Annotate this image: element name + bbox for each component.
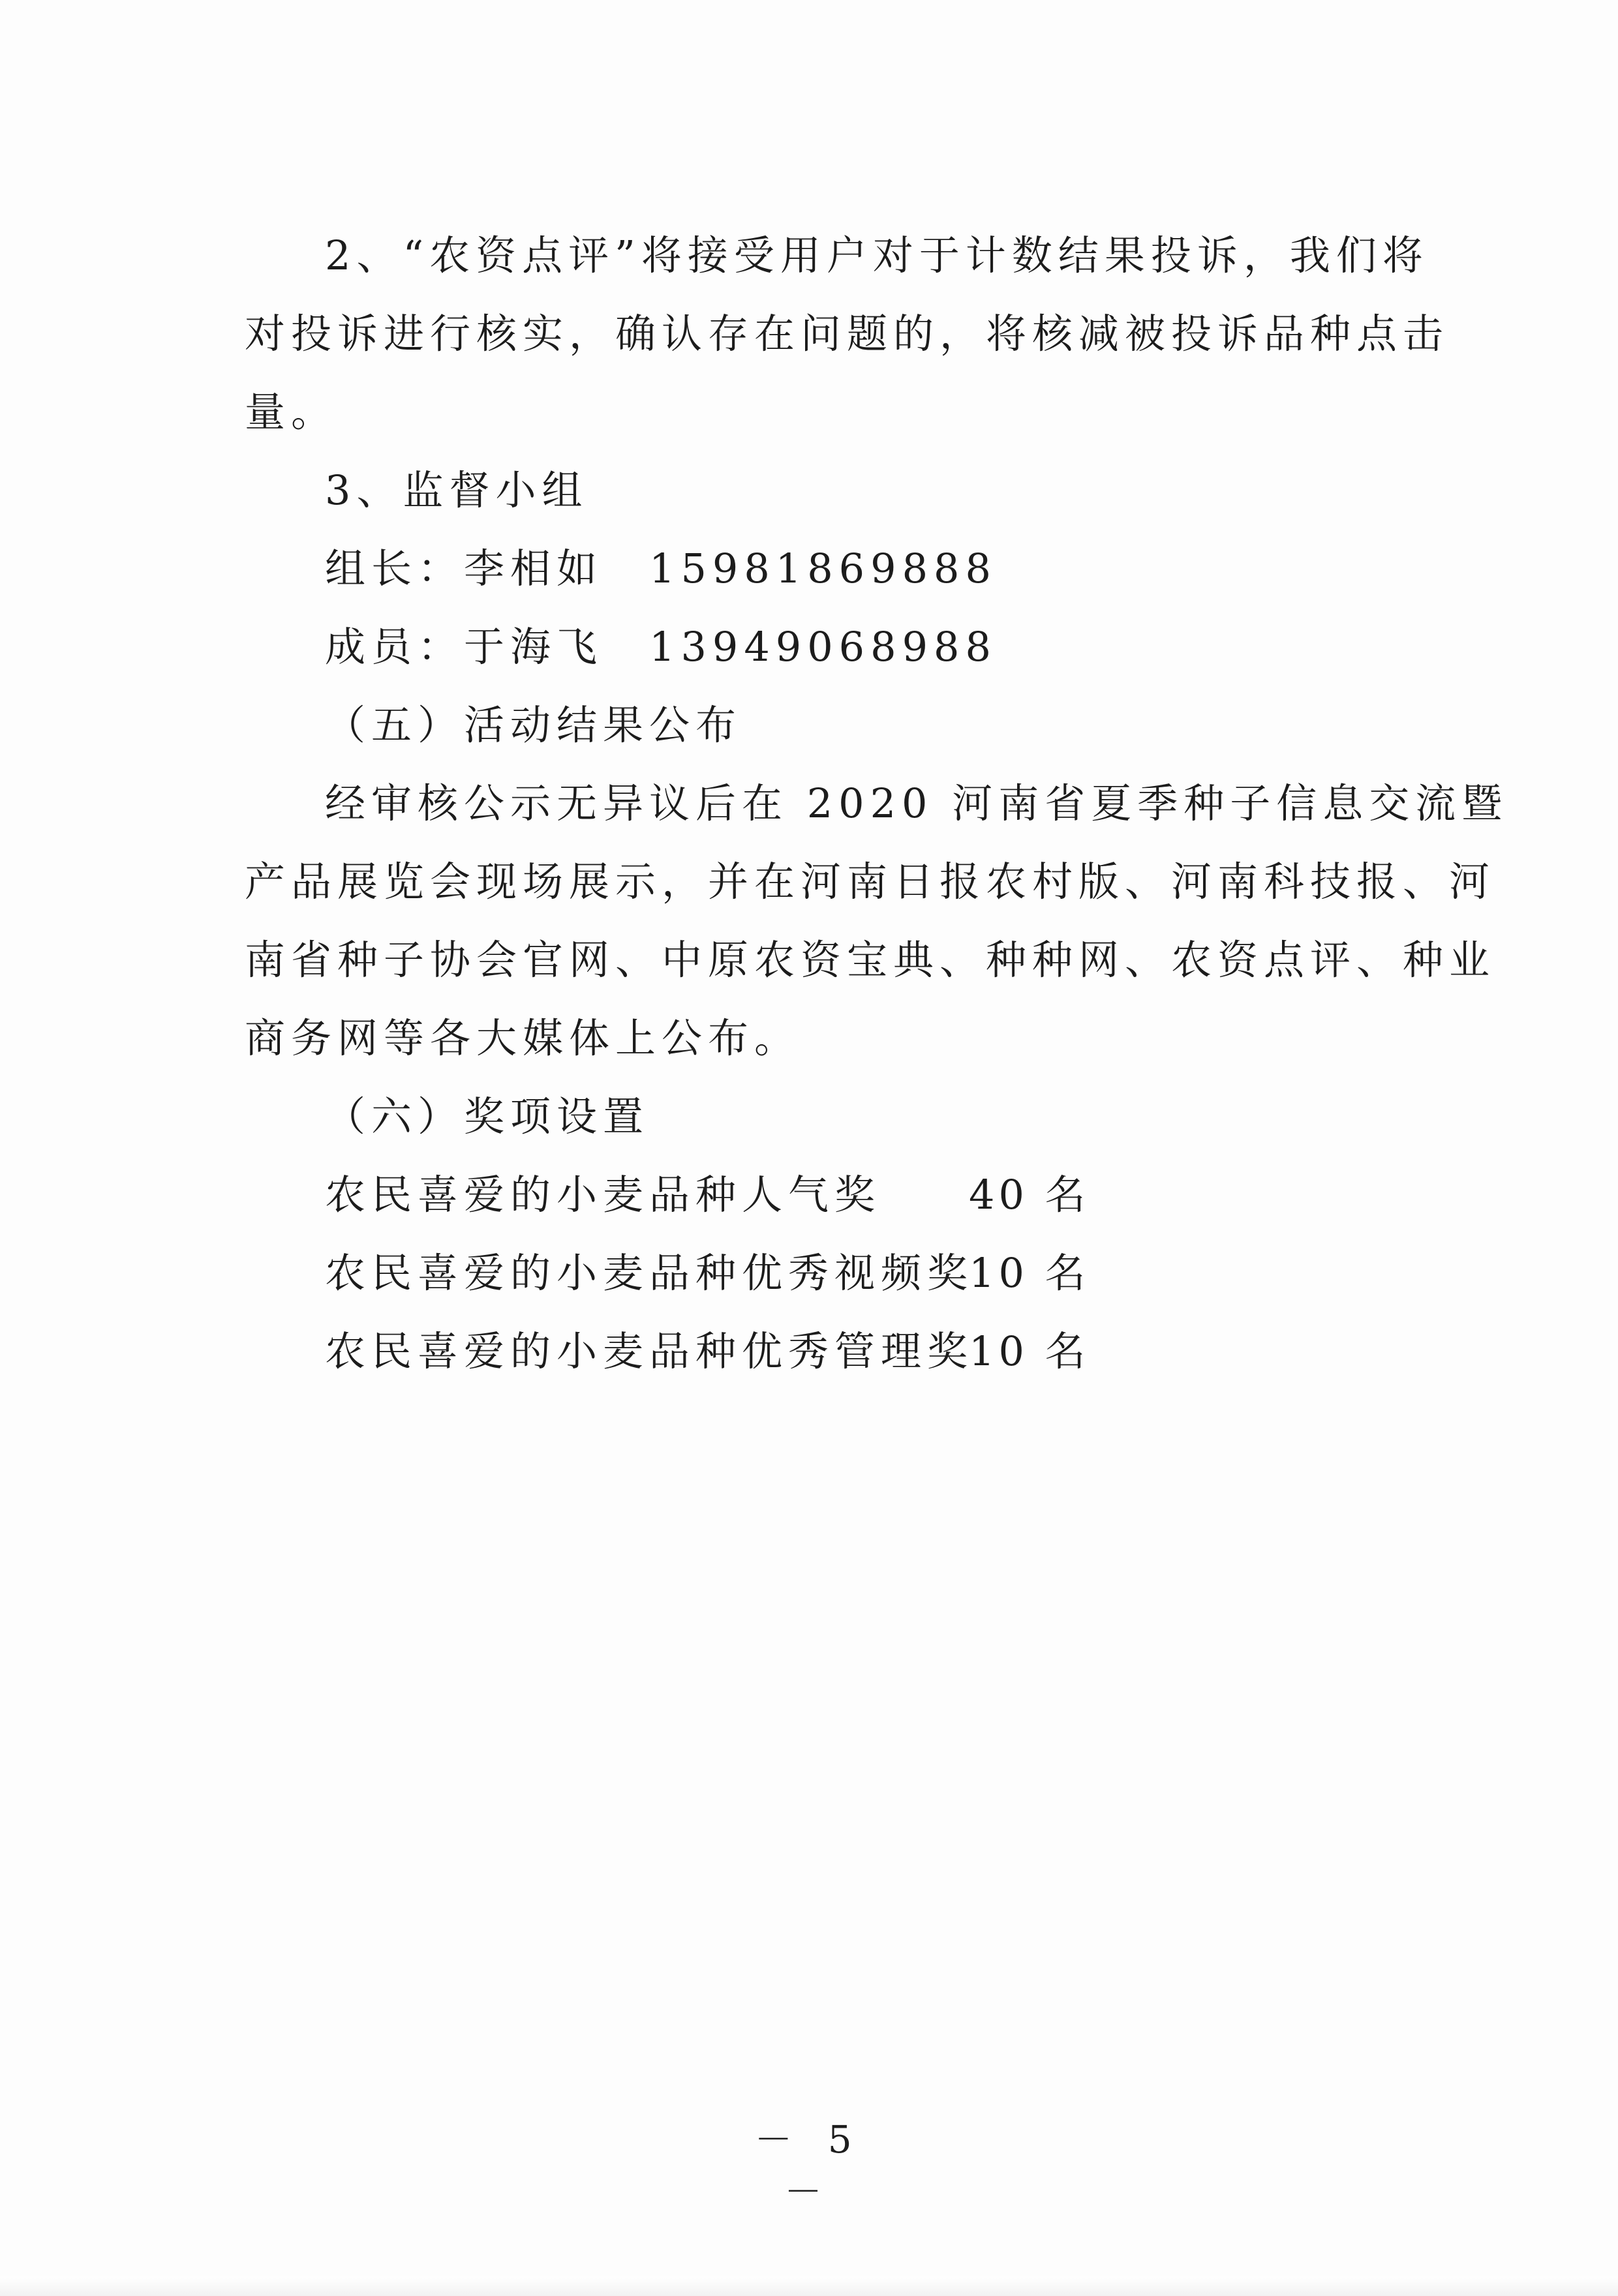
scan-bottom-edge: [0, 2276, 1618, 2296]
section-heading-awards: （六）奖项设置: [325, 1093, 650, 1140]
paragraph-results-line-2: 产品展览会现场展示，并在河南日报农村版、河南科技报、河: [245, 858, 1496, 905]
award-name-popularity: 农民喜爱的小麦品种人气奖: [325, 1171, 881, 1218]
award-count-popularity: 40 名: [969, 1171, 1090, 1218]
page-number: － 5 －: [754, 2117, 864, 2214]
paragraph-line-2: 对投诉进行核实，确认存在问题的，将核减被投诉品种点击: [245, 310, 1450, 357]
paragraph-results-line-3: 南省种子协会官网、中原农资宝典、种种网、农资点评、种业: [245, 936, 1496, 984]
paragraph-results-line-4: 商务网等各大媒体上公布。: [245, 1014, 801, 1062]
award-name-management: 农民喜爱的小麦品种优秀管理奖: [325, 1327, 974, 1375]
supervisor-leader-line: 组长：李相如 15981869888: [325, 545, 997, 592]
award-count-video: 10 名: [969, 1249, 1090, 1297]
paragraph-results-line-1: 经审核公示无异议后在 2020 河南省夏季种子信息交流暨: [325, 779, 1508, 827]
section-heading-supervision: 3、监督小组: [325, 466, 588, 514]
paragraph-line-1: 2、“农资点评”将接受用户对于计数结果投诉，我们将: [325, 232, 1429, 279]
section-heading-results: （五）活动结果公布: [325, 701, 742, 749]
award-count-management: 10 名: [969, 1327, 1090, 1375]
supervisor-member-line: 成员：于海飞 13949068988: [325, 623, 997, 671]
award-name-video: 农民喜爱的小麦品种优秀视频奖: [325, 1249, 974, 1297]
paragraph-line-3: 量。: [245, 388, 338, 436]
